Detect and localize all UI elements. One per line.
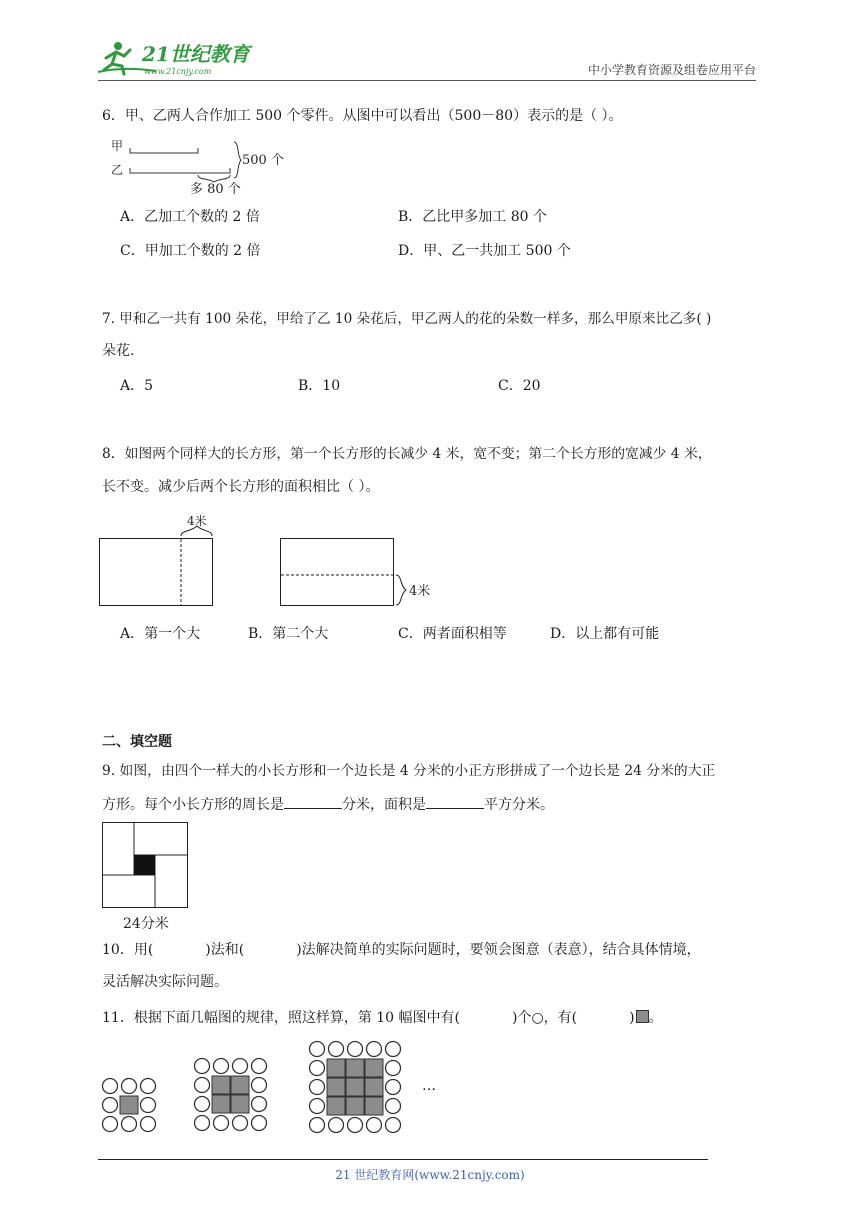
pattern-circle xyxy=(386,1099,401,1114)
q10-text-line2: 灵活解决实际问题。 xyxy=(102,974,228,990)
pattern-circle xyxy=(195,1097,210,1112)
pattern-circle xyxy=(141,1098,156,1113)
gray-square-icon xyxy=(636,1010,649,1023)
q8-option-b[interactable]: B．第二个大 xyxy=(248,626,329,642)
pattern-circle xyxy=(386,1042,401,1057)
pattern-circle xyxy=(252,1097,267,1112)
pattern-circle xyxy=(103,1098,118,1113)
logo-text: 21世纪教育 xyxy=(142,42,250,66)
gray-square xyxy=(346,1097,364,1115)
pattern-circle xyxy=(386,1061,401,1076)
pattern-circle xyxy=(195,1059,210,1074)
q11-pattern-figures xyxy=(98,1038,438,1138)
gray-square xyxy=(346,1078,364,1096)
q8-rectangles-figure xyxy=(96,508,446,612)
q9-text-line1: 9. 如图，由四个一样大的小长方形和一个边长是 4 分米的小正方形拼成了一个边长是 24 分米的大正 xyxy=(102,763,716,779)
pattern-circle xyxy=(141,1117,156,1132)
pattern-circle xyxy=(252,1078,267,1093)
platform-title: 中小学教育资源及组卷应用平台 xyxy=(587,63,756,77)
q11-text: 11．根据下面几幅图的规律，照这样算，第 10 幅图中有( )个○，有( ) 。 xyxy=(102,1010,663,1026)
svg-text:乙: 乙 xyxy=(111,163,124,177)
pattern-circle xyxy=(252,1116,267,1131)
q11-ellipsis: … xyxy=(422,1078,436,1094)
svg-text:多 80 个: 多 80 个 xyxy=(190,182,241,197)
svg-text:4米: 4米 xyxy=(409,584,431,599)
pattern-circle xyxy=(195,1116,210,1131)
gray-square xyxy=(231,1095,249,1113)
svg-text:4米: 4米 xyxy=(187,514,207,528)
footer-text: 21 世纪教育网(www.21cnjy.com) xyxy=(335,1168,525,1182)
gray-square xyxy=(346,1059,364,1077)
q6-option-d[interactable]: D．甲、乙一共加工 500 个 xyxy=(398,243,571,259)
q8-text-line1: 8．如图两个同样大的长方形，第一个长方形的长减少 4 米，宽不变；第二个长方形的宽减少 4 米， xyxy=(102,446,712,462)
pattern-circle xyxy=(386,1118,401,1133)
pattern-circle xyxy=(310,1061,325,1076)
logo-url-text: www.21cnjy.com xyxy=(144,67,212,76)
pattern-figure-1 xyxy=(103,1079,156,1132)
gray-square xyxy=(120,1096,138,1114)
svg-text:500 个: 500 个 xyxy=(242,153,284,168)
pattern-circle xyxy=(252,1059,267,1074)
q10-text-line1: 10．用( )法和( )法解决简单的实际问题时，要领会图意（表意），结合具体情境， xyxy=(102,942,701,958)
gray-square xyxy=(365,1097,383,1115)
q9-text-line2: 方形。每个小长方形的周长是 分米，面积是 平方分米。 xyxy=(102,794,554,815)
q6-option-b[interactable]: B．乙比甲多加工 80 个 xyxy=(398,209,548,225)
gray-square xyxy=(327,1059,345,1077)
q9-figure-label: 24分米 xyxy=(123,916,169,932)
q7-text-line2: 朵花. xyxy=(102,343,135,359)
gray-square xyxy=(231,1076,249,1094)
q9-blank-area[interactable] xyxy=(426,794,484,809)
gray-square xyxy=(365,1078,383,1096)
rectangle-two xyxy=(281,539,431,606)
pattern-circle xyxy=(329,1042,344,1057)
q6-option-a[interactable]: A．乙加工个数的 2 倍 xyxy=(120,209,260,225)
q8-option-c[interactable]: C．两者面积相等 xyxy=(398,626,507,642)
pattern-circle xyxy=(195,1078,210,1093)
pattern-circle xyxy=(103,1079,118,1094)
pattern-circle xyxy=(310,1099,325,1114)
q6-text: 6．甲、乙两人合作加工 500 个零件。从图中可以看出（500－80）表示的是（ ）。 xyxy=(102,108,623,124)
gray-square xyxy=(365,1059,383,1077)
pattern-circle xyxy=(214,1059,229,1074)
pattern-circle xyxy=(122,1079,137,1094)
rectangle-one xyxy=(100,513,213,606)
pattern-circle xyxy=(214,1116,229,1131)
footer-divider xyxy=(98,1159,708,1160)
svg-text:甲: 甲 xyxy=(111,139,124,153)
pattern-circle xyxy=(367,1042,382,1057)
pattern-circle xyxy=(122,1117,137,1132)
gray-square xyxy=(327,1097,345,1115)
pattern-circle xyxy=(103,1117,118,1132)
pattern-circle xyxy=(141,1079,156,1094)
q6-option-c[interactable]: C．甲加工个数的 2 倍 xyxy=(120,243,261,259)
q7-option-b[interactable]: B．10 xyxy=(298,378,341,394)
q6-line-diagram xyxy=(108,136,284,197)
section-fill-in-title: 二、填空题 xyxy=(102,734,172,750)
pattern-circle xyxy=(348,1042,363,1057)
pattern-figure-3 xyxy=(310,1042,401,1133)
pattern-circle xyxy=(367,1118,382,1133)
pattern-circle xyxy=(329,1118,344,1133)
pattern-circle xyxy=(386,1080,401,1095)
pattern-figure-2 xyxy=(195,1059,267,1131)
q8-option-a[interactable]: A．第一个大 xyxy=(120,626,201,642)
gray-square xyxy=(212,1076,230,1094)
q7-option-c[interactable]: C．20 xyxy=(498,378,541,394)
q8-option-d[interactable]: D．以上都有可能 xyxy=(550,626,660,642)
pattern-circle xyxy=(310,1080,325,1095)
pattern-circle xyxy=(310,1118,325,1133)
q9-square-figure xyxy=(98,818,198,934)
q7-text-line1: 7. 甲和乙一共有 100 朵花，甲给了乙 10 朵花后，甲乙两人的花的朵数一样多，那么甲原来比乙多( ) xyxy=(102,311,712,327)
pattern-circle xyxy=(233,1059,248,1074)
gray-square xyxy=(212,1095,230,1113)
gray-square xyxy=(327,1078,345,1096)
q7-option-a[interactable]: A．5 xyxy=(120,378,154,394)
site-logo xyxy=(96,38,261,78)
q8-text-line2: 长不变。减少后两个长方形的面积相比（ ）。 xyxy=(102,479,380,495)
pattern-circle xyxy=(233,1116,248,1131)
pattern-circle xyxy=(348,1118,363,1133)
q9-blank-perimeter[interactable] xyxy=(284,794,342,809)
pattern-circle xyxy=(310,1042,325,1057)
header-divider xyxy=(98,80,756,81)
